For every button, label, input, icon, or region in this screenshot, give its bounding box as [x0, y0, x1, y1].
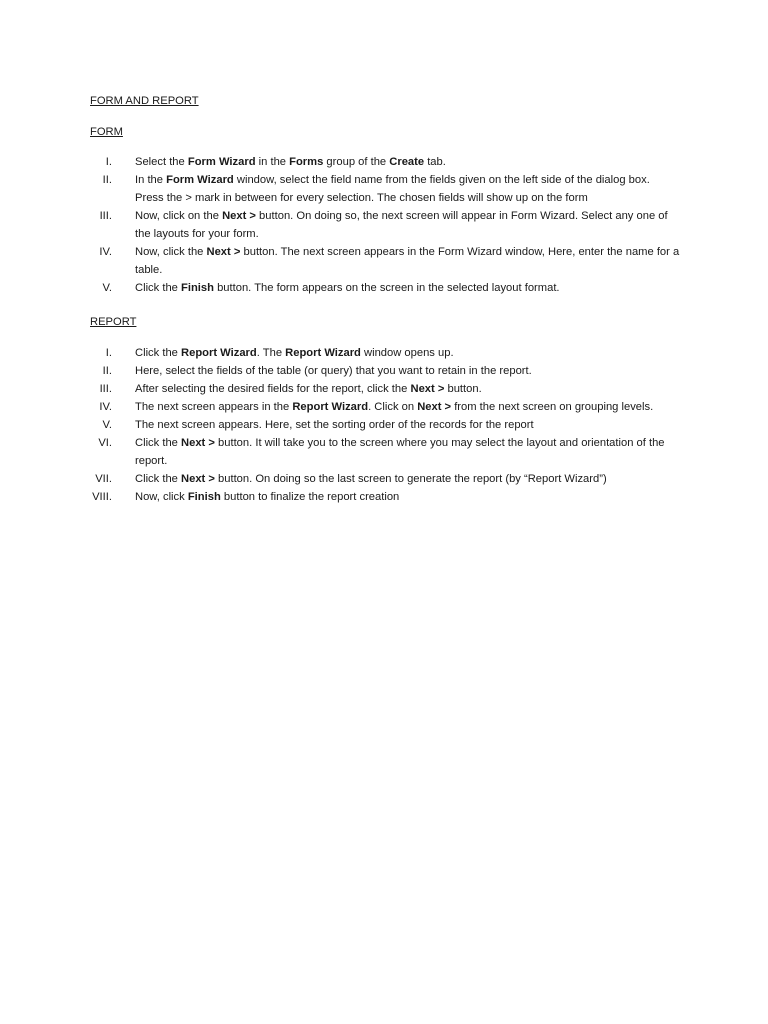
step-number: II. [102, 174, 112, 186]
step-text: button. On doing so the last screen to generate the report (by “Report Wizard”) [214, 473, 607, 485]
step-text: Now, click on the [135, 210, 223, 222]
step-text: In the [135, 174, 167, 186]
step-text: The next screen appears in the [135, 401, 293, 413]
step-text: button. On doing so, the next screen will appear in Form Wizard. Select any one of the layouts for your form. [135, 210, 668, 240]
step-text: Here, select the fields of the table (or query) that you want to retain in the report. [135, 365, 532, 377]
list-item [0, 344, 680, 362]
step-text: window opens up. [360, 347, 454, 359]
step-emphasis-text: Next > [181, 437, 215, 449]
step-emphasis-text: Next > [417, 401, 452, 413]
form-section-heading: FORM [90, 126, 123, 138]
step-text: button. The form appears on the screen in the selected layout format. [213, 282, 560, 294]
step-emphasis-text: Forms [289, 156, 324, 168]
list-item [0, 434, 680, 470]
list-item [0, 153, 680, 171]
step-emphasis-text: Form Wizard [166, 174, 234, 186]
list-item [0, 488, 680, 506]
report-section-heading: REPORT [90, 316, 137, 328]
step-text: . The [256, 347, 286, 359]
step-number: I. [105, 156, 112, 168]
step-text: After selecting the desired fields for the report, click the [135, 383, 411, 395]
document-title: FORM AND REPORT [90, 95, 199, 107]
step-number: V. [102, 419, 112, 431]
step-number: II. [102, 365, 112, 377]
step-text: Click the [135, 282, 182, 294]
step-emphasis-text: Form Wizard [187, 156, 256, 168]
list-item [0, 362, 680, 380]
list-item [0, 398, 680, 416]
form-steps-list [0, 153, 768, 297]
step-emphasis-text: Report Wizard [292, 401, 369, 413]
list-item [0, 380, 680, 398]
step-text: Click the [135, 437, 182, 449]
step-emphasis-text: Next > [222, 210, 256, 222]
step-text: The next screen appears. Here, set the sorting order of the records for the report [135, 419, 534, 431]
step-emphasis-text: Report Wizard [285, 347, 361, 359]
step-number: III. [99, 383, 112, 395]
step-number: I. [105, 347, 112, 359]
step-number: III. [99, 210, 112, 222]
step-text: button. It will take you to the screen where you may select the layout and orientation of the report. [135, 437, 665, 467]
list-item [0, 279, 680, 297]
step-text: group of the [323, 156, 390, 168]
step-text: tab. [424, 156, 446, 168]
step-emphasis-text: Create [389, 156, 425, 168]
list-item [0, 243, 680, 279]
step-number: VII. [95, 473, 112, 485]
step-number: V. [102, 282, 112, 294]
step-text: . Click on [368, 401, 418, 413]
step-text: window, select the field name from the fields given on the left side of the dialog box. Press the > mark in between for every selection. The chosen fields will show up on the form [135, 174, 650, 204]
step-text: Now, click [135, 491, 188, 503]
step-number: VI. [98, 437, 112, 449]
step-text: Now, click the [135, 246, 207, 258]
step-text: Select the [135, 156, 188, 168]
step-number: VIII. [92, 491, 112, 503]
step-emphasis-text: Next > [181, 473, 215, 485]
step-text: from the next screen on grouping levels. [451, 401, 654, 413]
list-item [0, 416, 680, 434]
step-text: button to finalize the report creation [220, 491, 400, 503]
step-text: button. [444, 383, 482, 395]
list-item [0, 207, 680, 243]
step-number: IV. [99, 401, 112, 413]
step-text: Click the [135, 473, 182, 485]
list-item [0, 171, 680, 207]
step-text: Click the [135, 347, 182, 359]
report-steps-list [0, 344, 768, 506]
step-emphasis-text: Finish [181, 282, 214, 294]
step-emphasis-text: Next > [206, 246, 241, 258]
step-emphasis-text: Finish [187, 491, 221, 503]
list-item [0, 470, 680, 488]
step-number: IV. [99, 246, 112, 258]
step-text: button. The next screen appears in the Form Wizard window, Here, enter the name for a table. [135, 246, 680, 276]
step-emphasis-text: Report Wizard [181, 347, 257, 359]
step-text: in the [255, 156, 290, 168]
step-emphasis-text: Next > [410, 383, 445, 395]
